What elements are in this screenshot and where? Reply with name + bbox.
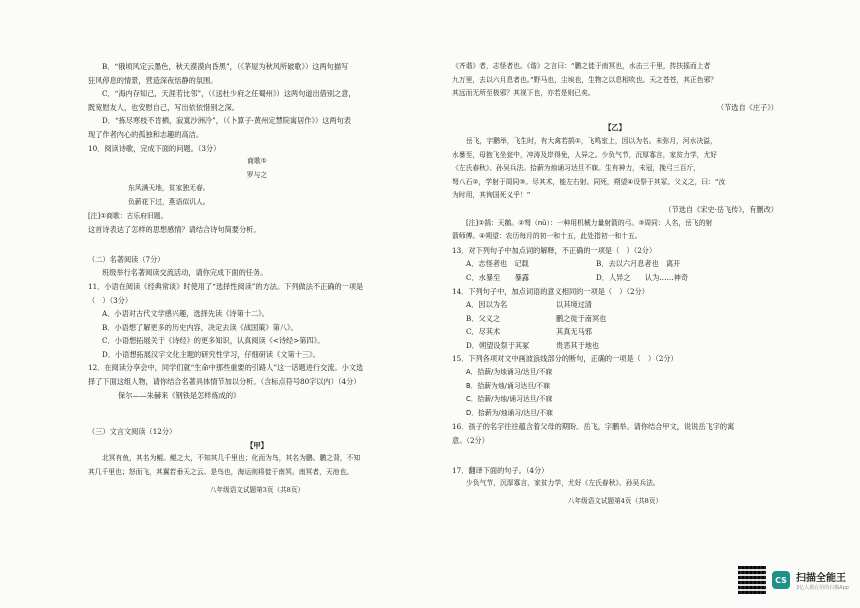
option-row: [452, 257, 778, 271]
option-row: [452, 325, 778, 339]
option: C．尽其术: [466, 327, 501, 337]
poem-line: 东风满天地，贫家独无春。: [128, 184, 210, 193]
option: C．拾薪/为烛/诵习达旦/不寐: [466, 395, 553, 404]
text-line: 班级举行名著阅读交流活动，请你完成下面的任务。: [102, 268, 268, 278]
option: B．去以六月息者也 离开: [596, 259, 681, 269]
passage-note: 箭师傅。④朔望：农历每月的初一和十五，此处指初一和十五。: [452, 232, 642, 241]
question-16: 16．孩子的名字往往蕴含着父母的期盼。岳飞，字鹏举。请你结合甲文，说说岳飞字的寓: [452, 422, 735, 432]
option: 其真无马邪: [556, 327, 592, 337]
watermark-subtitle: 3亿人都在用的扫描App: [796, 585, 849, 591]
qr-code-icon: [738, 566, 766, 594]
option: A．拾薪/为烛诵习/达旦/不寐: [466, 368, 553, 377]
option-row: [452, 271, 778, 285]
passage-line: 《左氏春秋》、孙吴兵法。拾薪为烛诵习达旦不寐。生有神力，未冠，挽弓三百斤，: [452, 164, 701, 173]
text-line: 狂风停息的情景，营造深夜恬静的氛围。: [88, 75, 218, 85]
option-line: D．小语想拓展汉字文化主题的研究性学习，仔细研读《文第十三》。: [102, 349, 320, 359]
watermark-name: 扫描全能王: [796, 573, 846, 584]
passage-line: 其几千里也；怒而飞，其翼若垂天之云。是鸟也，海运则将徙于南冥。南冥者，天池也。: [88, 468, 354, 477]
option: D．拾薪为/烛诵习/达旦/不寐: [466, 408, 553, 417]
option: A．因以为名: [466, 300, 508, 310]
poem-author: 罗与之: [246, 170, 268, 179]
option: B．父义之: [466, 313, 501, 323]
translate-sentence: 少负气节，沉厚寡言，家贫力学，尤好《左氏春秋》、孙吴兵法。: [466, 479, 660, 488]
option: C．水暴至 暴露: [466, 272, 530, 282]
poem-line: 负薪花下过，燕语似讥人。: [128, 197, 210, 206]
passage-line: 水暴至，母抱飞坐瓮中，冲涛及岸得免，人异之。少负气节，沉厚寡言，家贫力学，尤好: [452, 150, 718, 159]
option-line: C．小语想拓展关于《诗经》的更多知识，认真阅读《<诗经>第四》。: [102, 336, 325, 346]
option-line: B．小语想了解更多的历史内容，决定去读《战国策》第八》。: [102, 322, 298, 332]
option: D．朔望设祭于其冢: [466, 340, 530, 350]
section-3-title: （三）文言文阅读（12分）: [88, 427, 177, 437]
option-row: [452, 339, 778, 353]
question-17: 17．翻译下面的句子。（4分）: [452, 465, 549, 475]
passage-yi-title: 【乙】: [604, 123, 626, 133]
passage-source: （节选自《宋史·岳飞传》，有删改）: [664, 204, 778, 214]
right-column: [452, 60, 778, 508]
option: 贵恶其于地也: [556, 340, 600, 350]
passage-line: 北冥有鱼，其名为鲲。鲲之大，不知其几千里也；化而为鸟，其名为鹏。鹏之背，不知: [102, 454, 361, 463]
question-11: 11．小语在阅读《经典常谈》时使用了“选择性阅读”的方法。下列做法不正确的一项是: [88, 281, 364, 291]
question-14: 14．下列句子中，加点词语的意义相同的一项是（ ）（2分）: [452, 286, 649, 296]
page-footer: 八年级语文试题第4页（共8页）: [567, 496, 663, 505]
option-b-line: B．“俄顷风定云墨色，秋天漠漠向昏黑”，（《茅屋为秋风所破歌》）这两句描写: [102, 62, 349, 71]
passage-jia-title: 【甲】: [246, 440, 268, 450]
option: D．人异之 认为……神奇: [596, 272, 689, 282]
watermark-text: [796, 569, 849, 591]
option-row: [452, 298, 778, 312]
question-15: 15．下列各项对文中画波浪线部分的断句，正确的一项是（ ）（2分）: [452, 354, 678, 364]
option-row: [452, 312, 778, 326]
passage-line: 岳飞，字鹏举，飞生时，有大禽若鹄①，飞鸣室上，因以为名。未弥月，河水决溢，: [466, 136, 717, 145]
section-2-title: （二）名著阅读（7分）: [88, 254, 165, 264]
passage-source: （节选自《庄子》）: [716, 102, 778, 112]
text-line: （ ）（3分）: [88, 295, 133, 305]
text-line: 现了作者内心的孤独和志趣的高洁。: [88, 129, 204, 139]
option: B．拾薪为烛/诵习达旦/不寐: [466, 381, 551, 390]
camscanner-logo-icon: CS: [772, 571, 790, 589]
question-10-prompt: 这首诗表达了怎样的思想感情？请结合诗句简要分析。: [88, 225, 261, 235]
passage-line: 其远而无所至极邪？其视下也，亦若是则已矣。: [452, 89, 595, 98]
question-12: 12．在阅读分享会中，同学们就“生命中那些重要的引路人”这一话题进行交流。小文选: [88, 363, 364, 373]
page-footer: 八年级语文试题第3页（共8页）: [209, 485, 305, 494]
text-line: 意。（2分）: [452, 436, 489, 446]
option: A．志怪者也 记载: [466, 259, 529, 269]
passage-line: 九万里，去以六月息者也。”野马也，尘埃也，生物之以息相吹也。天之苍苍，其正色邪？: [452, 75, 718, 84]
question-10: 10．阅读诗歌，完成下面的问题。（3分）: [88, 143, 221, 153]
scanner-watermark: [738, 566, 849, 594]
option-c-line: C．“海内存知己，天涯若比邻”，（《送杜少府之任蜀州》）这两句道出借别之意，: [102, 89, 356, 99]
question-13: 13．对下列句子中加点词的解释，不正确的一项是（ ）（2分）: [452, 245, 657, 255]
option: 鹏之徙于南冥也: [556, 313, 607, 323]
text-line: 择了下面这组人物，请你结合名著具体情节加以分析。（含标点符号80字以内）（4分）: [88, 377, 361, 387]
passage-line: 弩八石②，学射于周同③。尽其术，能左右射。同死，朔望④设祭于其冢。父义之，曰：“汝: [452, 177, 726, 186]
book-pair: 保尔——朱赫来《钢铁是怎样炼成的》: [118, 390, 241, 400]
passage-line: 为时用，其徇国死义乎！”: [452, 191, 531, 200]
option-line: A．小语对古代文学感兴趣，选择先读《诗第十二》。: [102, 309, 269, 319]
option-d-line: D．“拣尽寒枝不肯栖，寂寞沙洲冷”，（《卜算子·黄州定慧院寓居作》）这两句表: [102, 116, 351, 126]
left-column: [88, 60, 426, 497]
poem-title: 商歌①: [247, 157, 267, 166]
text-line: 既宽慰友人，也安慰自己，写出依依惜别之深。: [88, 102, 239, 112]
passage-line: 《齐谐》者，志怪者也。《谐》之言曰：“鹏之徙于南冥也，水击三千里，抟扶摇而上者: [452, 62, 711, 70]
option: 以其境过清: [556, 300, 592, 310]
poem-note: [注]①商歌：古乐府旧题。: [88, 211, 168, 220]
passage-note: [注]①鹄：天鹅。②弩（nǔ）：一种用机械力量射箭的弓。③周同：人名，岳飞的射: [466, 218, 713, 227]
